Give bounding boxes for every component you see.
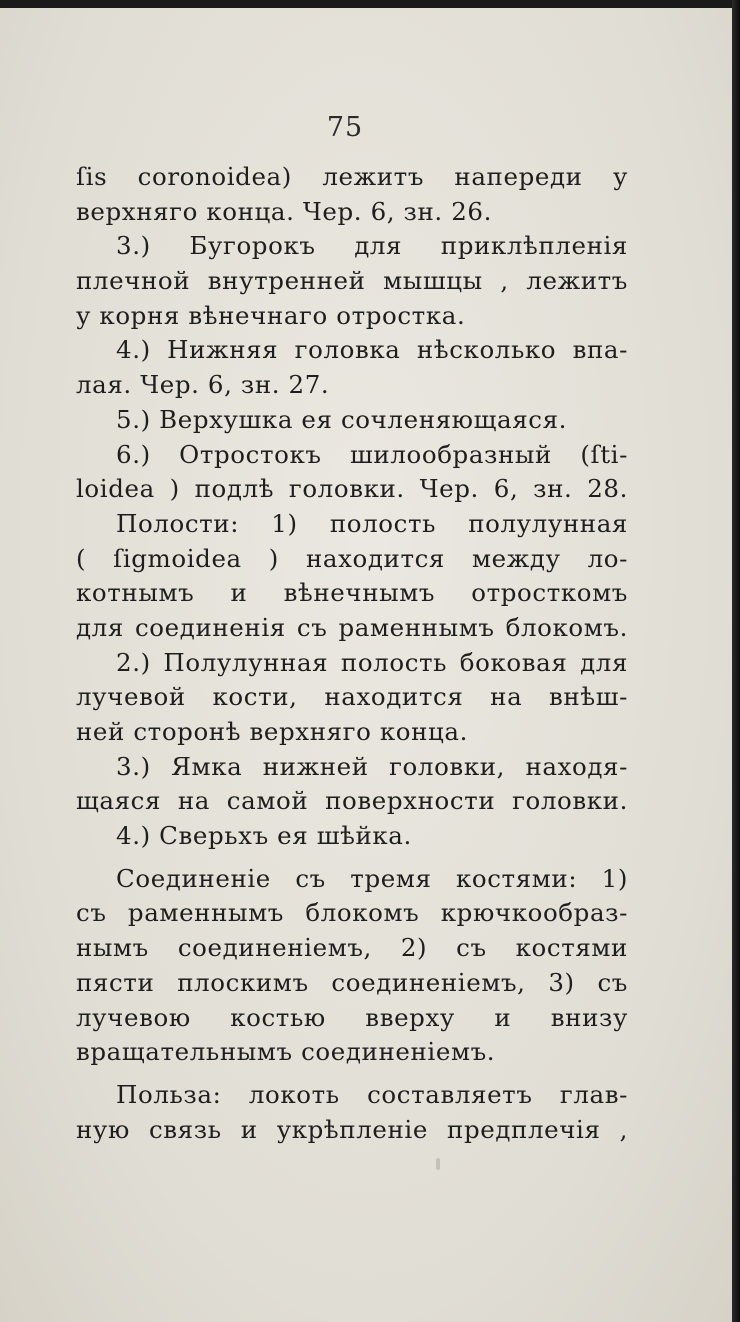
text-line: 3.) Ямка нижней головки, находя- <box>116 751 628 781</box>
text-line: для соединенія съ раменнымъ блокомъ. <box>76 612 628 642</box>
text-line: ( ſigmoidea ) находится между ло- <box>76 543 628 573</box>
text-line: пясти плоскимъ соединеніемъ, 3) съ <box>76 967 628 997</box>
text-line: лучевой кости, находится на внѣш- <box>76 682 628 712</box>
text-line: 5.) Верхушка ея сочленяющаяся. <box>116 404 568 434</box>
body-text <box>76 160 628 1147</box>
page-number: 75 <box>326 112 364 143</box>
text-line: верхняго конца. Чер. 6, зн. 26. <box>76 196 492 226</box>
text-line: лучевою костью вверху и внизу <box>76 1002 628 1032</box>
text-line: Соединеніе съ тремя костями: 1) <box>116 863 628 893</box>
text-line: котнымъ и вѣнечнымъ отросткомъ <box>76 578 628 608</box>
text-line: лая. Чер. 6, зн. 27. <box>76 370 330 400</box>
text-line: ней сторонѣ верхняго конца. <box>76 717 468 746</box>
text-line: 4.) Нижняя головка нѣсколько впа- <box>116 335 628 365</box>
text-line: ſis coronoidea) лежитъ напереди у <box>76 162 628 191</box>
text-line: плечной внутренней мышцы , лежитъ <box>76 266 628 296</box>
text-line: 6.) Отростокъ шилообразный (ſti- <box>116 439 628 469</box>
text-line: вращательнымъ соединеніемъ. <box>76 1037 496 1067</box>
text-line: 3.) Бугорокъ для приклѣпленія <box>116 231 628 261</box>
text-line: Польза: локоть составляетъ глав- <box>116 1079 628 1109</box>
text-line: у корня вѣнечнаго отростка. <box>76 300 466 330</box>
text-line: Полости: 1) полость полулунная <box>116 508 628 538</box>
text-line: 4.) Сверьхъ ея шѣйка. <box>116 821 412 851</box>
page-edge-shadow <box>732 0 740 1322</box>
book-page <box>0 8 732 1322</box>
paper-speck <box>436 1158 440 1170</box>
text-line: щаяся на самой поверхности головки. <box>76 786 628 816</box>
text-line: съ раменнымъ блокомъ крючкообраз- <box>76 898 628 928</box>
text-line: loidea ) подлѣ головки. Чер. 6, зн. 28. <box>76 474 628 504</box>
text-line: 2.) Полулунная полость боковая для <box>116 647 628 677</box>
text-line: нымъ соединеніемъ, 2) съ костями <box>76 933 628 963</box>
text-line: ную связь и укрѣпленіе предплечія , <box>76 1114 628 1144</box>
